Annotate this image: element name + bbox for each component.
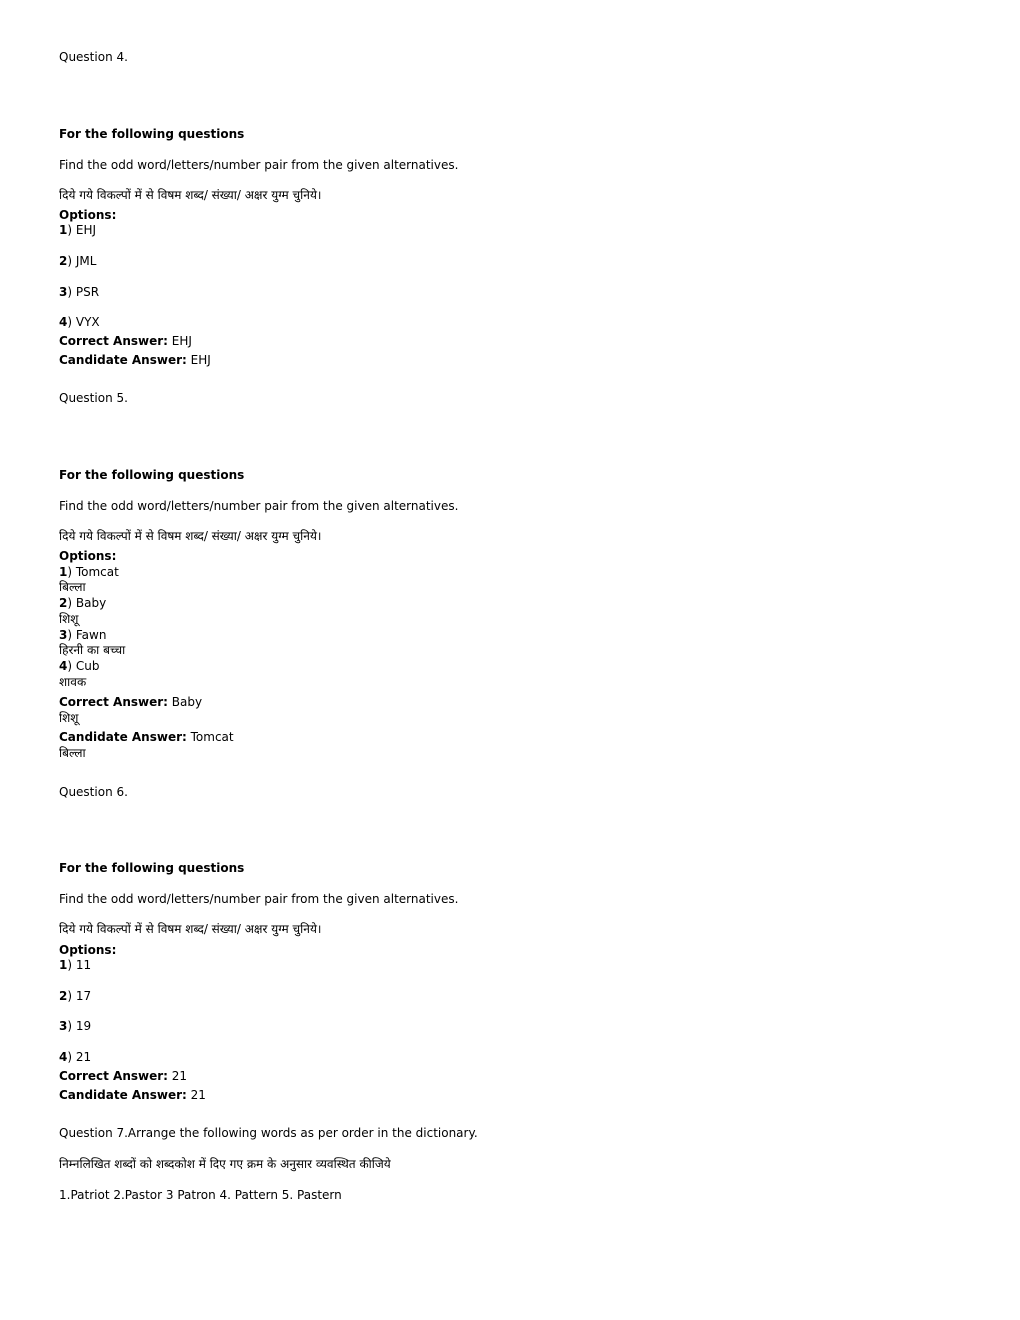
option-number: 1 (59, 565, 68, 579)
question-5-heading: For the following questions (59, 468, 245, 482)
option-text: Baby (75, 596, 107, 610)
question-4-option-3: 3) PSR (59, 285, 100, 299)
correct-answer-value: Baby (171, 695, 203, 709)
question-5-instruction-en: Find the odd word/letters/number pair from the given alternatives. (59, 499, 459, 513)
question-5-candidate-answer (59, 730, 234, 745)
question-4-option-2: 2) JML (59, 254, 97, 268)
option-text: JML (75, 254, 97, 268)
question-4-heading: For the following questions (59, 127, 245, 141)
correct-answer-value: EHJ (171, 334, 192, 348)
candidate-answer-value: 21 (190, 1088, 206, 1102)
question-5-option-2: 2) Baby (59, 596, 107, 610)
option-number: 3 (59, 1019, 68, 1033)
option-text: PSR (75, 285, 100, 299)
option-number: 4 (59, 315, 68, 329)
question-6-candidate-answer (59, 1088, 206, 1103)
option-text: Cub (75, 659, 100, 673)
question-4-options-label: Options: (59, 208, 117, 222)
question-7-items: 1.Patriot 2.Pastor 3 Patron 4. Pattern 5. Pastern (59, 1188, 342, 1202)
correct-answer-value: 21 (171, 1069, 188, 1083)
candidate-answer-label: Candidate Answer: (59, 730, 187, 744)
option-number: 1 (59, 958, 68, 972)
option-text: EHJ (75, 223, 97, 237)
candidate-answer-value: EHJ (190, 353, 211, 367)
option-text: Tomcat (75, 565, 119, 579)
question-5-correct-answer (59, 695, 202, 710)
option-number: 2 (59, 989, 68, 1003)
question-5-candidate-answer-hindi: बिल्ला (59, 746, 86, 760)
question-5-instruction-hi: दिये गये विकल्पों में से विषम शब्द/ संख्या/ अक्षर युग्म चुनिये। (59, 529, 322, 543)
question-7-instruction-hi: निम्नलिखित शब्दों को शब्दकोश में दिए गए क्रम के अनुसार व्यवस्थित कीजिये (59, 1157, 391, 1171)
option-number: 3 (59, 628, 68, 642)
question-5-option-2-hindi: शिशू (59, 612, 79, 626)
question-6-option-1: 1) 11 (59, 958, 92, 972)
option-text: VYX (75, 315, 100, 329)
question-5-option-1: 1) Tomcat (59, 565, 119, 579)
question-4-option-4: 4) VYX (59, 315, 100, 329)
question-5-option-3-hindi: हिरनी का बच्चा (59, 643, 126, 657)
question-5-title: Question 5. (59, 391, 128, 405)
question-6-instruction-en: Find the odd word/letters/number pair from the given alternatives. (59, 892, 459, 906)
question-5-options-label: Options: (59, 549, 117, 563)
question-5-option-4: 4) Cub (59, 659, 100, 673)
correct-answer-label: Correct Answer: (59, 695, 168, 709)
option-text: 19 (75, 1019, 92, 1033)
correct-answer-label: Correct Answer: (59, 1069, 168, 1083)
option-text: Fawn (75, 628, 107, 642)
question-4-correct-answer (59, 334, 192, 349)
question-6-option-2: 2) 17 (59, 989, 92, 1003)
option-number: 2 (59, 596, 68, 610)
question-4-candidate-answer (59, 353, 211, 368)
option-number: 4 (59, 659, 68, 673)
question-6-options-label: Options: (59, 943, 117, 957)
option-text: 21 (75, 1050, 92, 1064)
question-6-instruction-hi: दिये गये विकल्पों में से विषम शब्द/ संख्या/ अक्षर युग्म चुनिये। (59, 922, 322, 936)
correct-answer-label: Correct Answer: (59, 334, 168, 348)
question-6-heading: For the following questions (59, 861, 245, 875)
question-5-option-1-hindi: बिल्ला (59, 580, 86, 594)
question-6-option-3: 3) 19 (59, 1019, 92, 1033)
option-text: 11 (75, 958, 92, 972)
candidate-answer-label: Candidate Answer: (59, 1088, 187, 1102)
question-6-correct-answer (59, 1069, 187, 1084)
question-4-instruction-en: Find the odd word/letters/number pair from the given alternatives. (59, 158, 459, 172)
question-5-correct-answer-hindi: शिशू (59, 711, 79, 725)
question-7-title: Question 7.Arrange the following words as per order in the dictionary. (59, 1126, 478, 1140)
option-text: 17 (75, 989, 92, 1003)
question-6-option-4: 4) 21 (59, 1050, 92, 1064)
question-4-title: Question 4. (59, 50, 128, 64)
option-number: 4 (59, 1050, 68, 1064)
option-number: 1 (59, 223, 68, 237)
question-4-option-1: 1) EHJ (59, 223, 97, 237)
question-4-instruction-hi: दिये गये विकल्पों में से विषम शब्द/ संख्या/ अक्षर युग्म चुनिये। (59, 188, 322, 202)
candidate-answer-value: Tomcat (190, 730, 234, 744)
option-number: 3 (59, 285, 68, 299)
question-5-option-4-hindi: शावक (59, 675, 87, 689)
question-5-option-3: 3) Fawn (59, 628, 107, 642)
option-number: 2 (59, 254, 68, 268)
candidate-answer-label: Candidate Answer: (59, 353, 187, 367)
question-6-title: Question 6. (59, 785, 128, 799)
